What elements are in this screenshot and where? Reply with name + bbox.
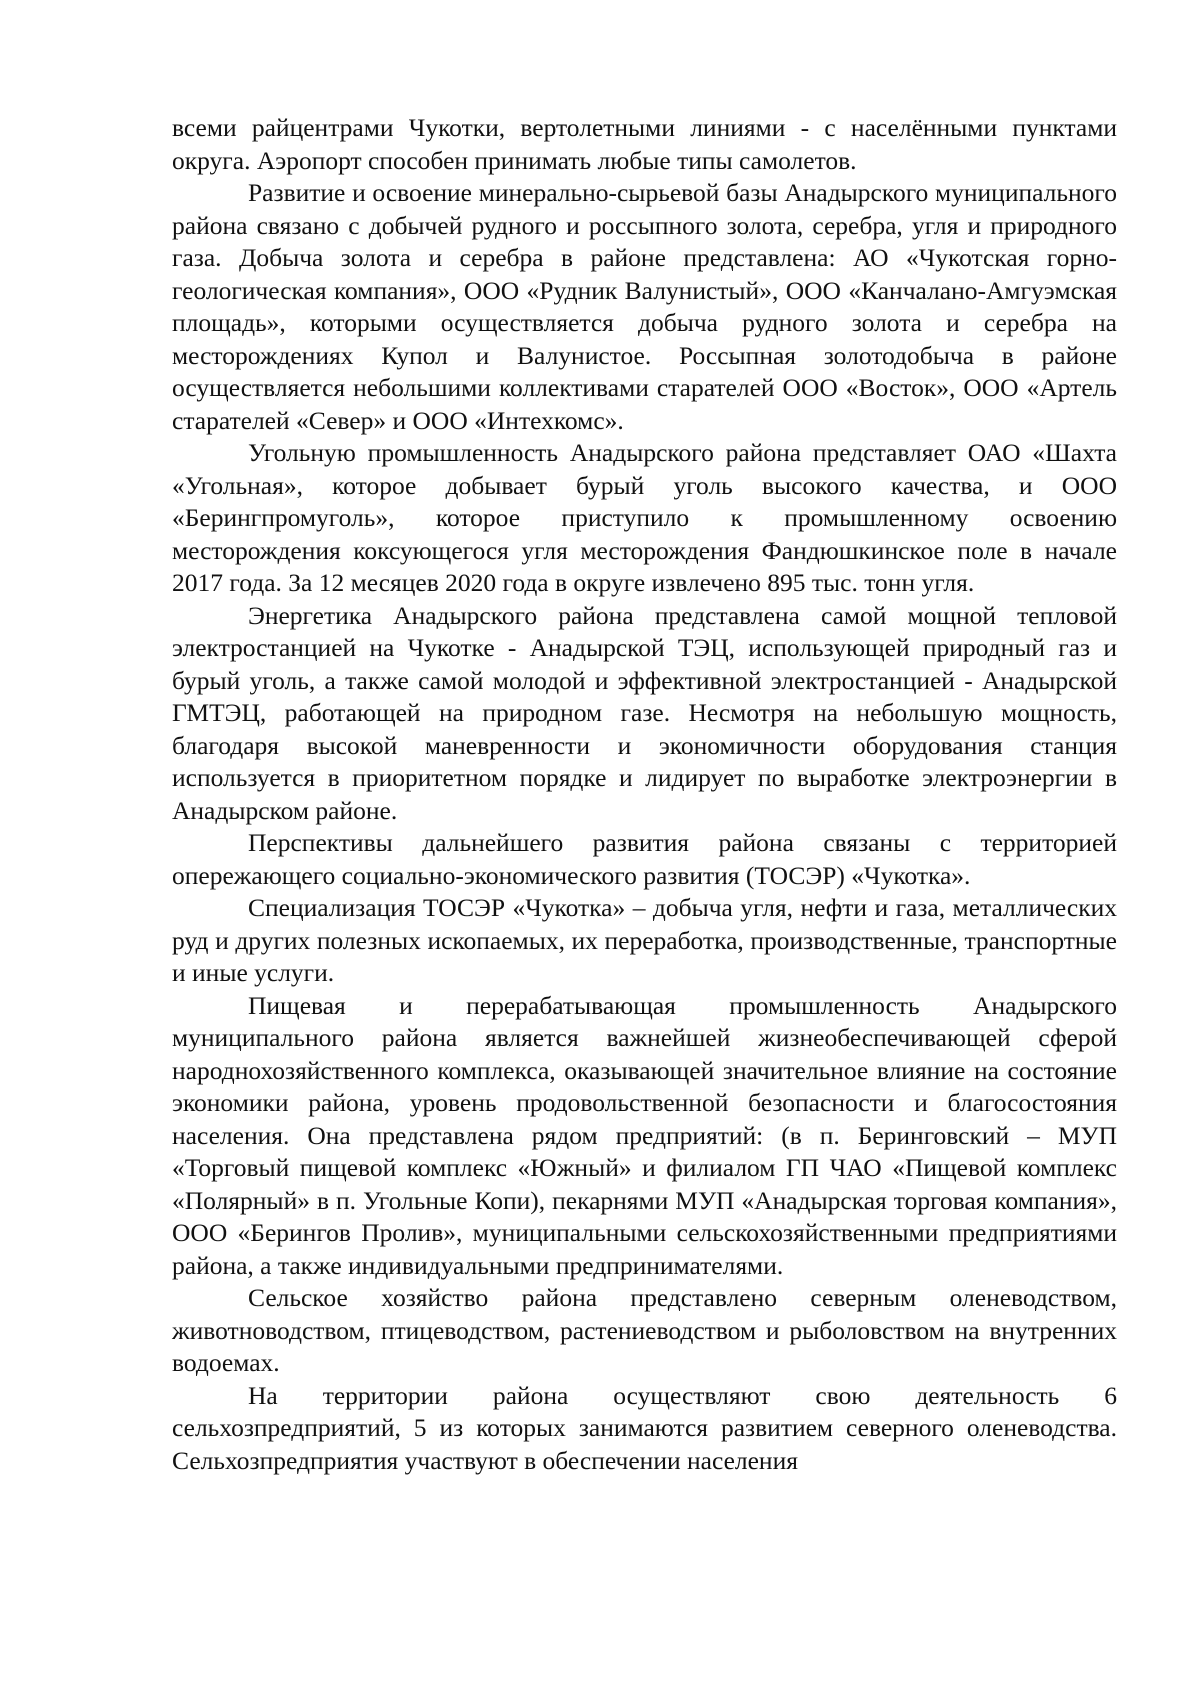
paragraph-prospects: Перспективы дальнейшего развития района связаны с территорией опережающего социально-экономического развития (ТОСЭР) «Чукотка». — [172, 828, 1117, 890]
paragraph-agriculture: Сельское хозяйство района представлено северным оленеводством, животноводством, птицеводством, растениеводством и рыболовством на внутренних водоемах. — [172, 1283, 1117, 1377]
paragraph-coal-industry: Угольную промышленность Анадырского района представляет ОАО «Шахта «Угольная», которое добывает бурый уголь высокого качества, и ООО «Берингпромуголь», которое приступило к промышленному освоению месторождения коксующегося угля месторождения Фандюшкинское поле в начале 2017 года. За 12 месяцев 2020 года в округе извлечено 895 тыс. тонн угля. — [172, 438, 1117, 597]
paragraph-specialization: Специализация ТОСЭР «Чукотка» – добыча угля, нефти и газа, металлических руд и других полезных ископаемых, их переработка, производственные, транспортные и иные услуги. — [172, 893, 1117, 987]
paragraph-mineral-base: Развитие и освоение минерально-сырьевой базы Анадырского муниципального района связано с добычей рудного и россыпного золота, серебра, угля и природного газа. Добыча золота и серебра в районе представлена: АО «Чукотская горно-геологическая компания», ООО «Рудник Валунистый», ООО «Канчалано-Амгуэмская площадь», которыми осуществляется добыча рудного золота и серебра на месторождениях Купол и Валунистое. Россыпная золотодобыча в районе осуществляется небольшими коллективами старателей ООО «Восток», ООО «Артель старателей «Север» и ООО «Интехкомс». — [172, 178, 1117, 435]
paragraph-energy: Энергетика Анадырского района представлена самой мощной тепловой электростанцией на Чукотке - Анадырской ТЭЦ, использующей природный газ и бурый уголь, а также самой молодой и эффективной электростанцией - Анадырской ГМТЭЦ, работающей на природном газе. Несмотря на небольшую мощность, благодаря высокой маневренности и экономичности оборудования станция используется в приоритетном порядке и лидирует по выработке электроэнергии в Анадырском районе. — [172, 600, 1117, 825]
paragraph-agri-enterprises: На территории района осуществляют свою деятельность 6 сельхозпредприятий, 5 из которых занимаются развитием северного оленеводства. Сельхозпредприятия участвуют в обеспечении населения — [172, 1380, 1117, 1475]
paragraph-airport: всеми райцентрами Чукотки, вертолетными линиями - с населёнными пунктами округа. Аэропорт способен принимать любые типы самолетов. — [172, 113, 1117, 175]
paragraph-food-industry: Пищевая и перерабатывающая промышленность Анадырского муниципального района является важнейшей жизнеобеспечивающей сферой народнохозяйственного комплекса, оказывающей значительное влияние на состояние экономики района, уровень продовольственной безопасности и благосостояния населения. Она представлена рядом предприятий: (в п. Беринговский – МУП «Торговый пищевой комплекс «Южный» и филиалом ГП ЧАО «Пищевой комплекс «Полярный» в п. Угольные Копи), пекарнями МУП «Анадырская торговая компания», ООО «Берингов Пролив», муниципальными сельскохозяйственными предприятиями района, а также индивидуальными предпринимателями. — [172, 990, 1117, 1280]
document-page — [172, 112, 1117, 1477]
